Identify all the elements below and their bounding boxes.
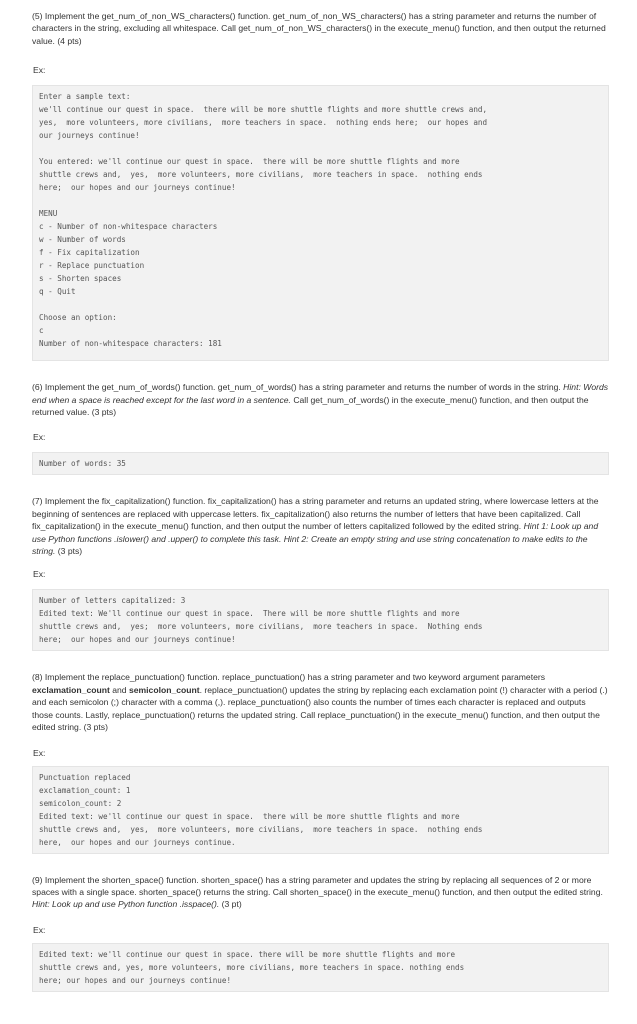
code-line: Edited text: we'll continue our quest in space. there will be more shuttle flights and more <box>39 949 456 959</box>
code-line: we'll continue our quest in space. there will be more shuttle flights and more shuttle crews and, <box>39 105 488 115</box>
section-5-instructions: (5) Implement the get_num_of_non_WS_characters() function. get_num_of_non_WS_characters() has a string parameter and returns the number of characters in the string, excluding all whitespace. Call get_num_of_non_WS_characters() in the execute_menu() function, and then output the returned value. (4 pts) <box>32 11 606 46</box>
section-5-code-block <box>32 85 609 361</box>
code-line: f - Fix capitalization <box>39 248 140 258</box>
code-line: You entered: we'll continue our quest in space. there will be more shuttle flights and more <box>39 157 460 167</box>
code-line: Edited text: We'll continue our quest in space. There will be more shuttle flights and more <box>39 609 460 619</box>
section-5-example-label: Ex: <box>33 65 46 76</box>
code-line <box>39 298 602 311</box>
code-line: w - Number of words <box>39 235 126 245</box>
code-line: here; our hopes and our journeys continue! <box>39 635 236 645</box>
code-line: semicolon_count: 2 <box>39 798 122 808</box>
code-line: Choose an option: <box>39 313 117 323</box>
section-6-code-block <box>32 452 609 475</box>
section-9-instructions: (9) Implement the shorten_space() function. shorten_space() has a string parameter and updates the string by replacing all sequences of 2 or more spaces with a single space. shorten_space() returns the string. Call shorten_space() in the execute_menu() function, and then output the edited string. Hint: Look up and use Python function .isspace(). (3 pt) <box>32 874 603 910</box>
code-line <box>39 142 602 155</box>
code-line <box>39 194 602 207</box>
section-9 <box>32 874 609 992</box>
code-line: c <box>39 326 44 336</box>
code-line: here; our hopes and our journeys continue! <box>39 183 236 193</box>
code-line: here, our hopes and our journeys continue. <box>39 837 236 847</box>
code-line: Edited text: we'll continue our quest in space. there will be more shuttle flights and more <box>39 811 460 821</box>
code-line: r - Replace punctuation <box>39 261 145 271</box>
code-line: c - Number of non-whitespace characters <box>39 222 218 232</box>
section-7-code-block <box>32 589 609 651</box>
code-line: shuttle crews and, yes, more volunteers, more civilians, more teachers in space. nothing ends <box>39 962 465 972</box>
section-6 <box>32 381 609 475</box>
section-8-instructions: (8) Implement the replace_punctuation() function. replace_punctuation() has a string parameter and two keyword argument parameters exclamation_count and semicolon_count. replace_punctuation() updates the string by replacing each exclamation point (!) character with a period (.) and each semicolon (;) character with a comma (,). replace_punctuation() also counts the number of times each character is replaced and outputs those counts. Lastly, replace_punctuation() returns the updated string. Call replace_punctuation() in the execute_menu() function, and then output the edited string. (3 pts) <box>32 672 608 733</box>
code-line: Number of letters capitalized: 3 <box>39 596 186 606</box>
code-line: Number of words: 35 <box>39 459 126 469</box>
section-8 <box>32 671 609 853</box>
code-line: here; our hopes and our journeys continue! <box>39 975 232 985</box>
code-line: Enter a sample text: <box>39 92 131 102</box>
code-line: shuttle crews and, yes, more volunteers, more civilians, more teachers in space. nothing ends <box>39 824 483 834</box>
section-8-code-block <box>32 766 609 854</box>
code-line: shuttle crews and, yes; more volunteers, more civilians, more teachers in space. Nothing ends <box>39 622 483 632</box>
code-line: yes, more volunteers, more civilians, more teachers in space. nothing ends here; our hopes and <box>39 118 488 128</box>
section-7-instructions: (7) Implement the fix_capitalization() function. fix_capitalization() has a string parameter and returns an updated string, where lowercase letters at the beginning of sentences are replaced with uppercase letters. fix_capitalization() also returns the number of letters that have been capitalized. Call fix_capitalization() in the execute_menu() function, and then output the number of letters capitalized followed by the edited string. Hint 1: Look up and use Python functions .islower() and .upper() to complete this task. Hint 2: Create an empty string and use string concatenation to make edits to the string. (3 pts) <box>32 496 599 557</box>
section-9-example-label: Ex: <box>33 924 46 935</box>
code-line: Punctuation replaced <box>39 772 131 782</box>
section-7 <box>32 495 609 651</box>
section-7-example-label: Ex: <box>33 569 46 580</box>
code-line: Number of non-whitespace characters: 181 <box>39 339 222 349</box>
code-line: MENU <box>39 209 58 219</box>
section-9-code-block <box>32 943 609 992</box>
code-line: exclamation_count: 1 <box>39 785 131 795</box>
code-line: q - Quit <box>39 287 76 297</box>
code-line: shuttle crews and, yes, more volunteers, more civilians, more teachers in space. nothing ends <box>39 170 483 180</box>
section-5 <box>32 10 609 361</box>
section-6-instructions: (6) Implement the get_num_of_words() function. get_num_of_words() has a string parameter and returns the number of words in the string. Hint: Words end when a space is reached except for the last word in a sentence. Call get_num_of_words() in the execute_menu() function, and then output the returned value. (3 pts) <box>32 382 609 418</box>
section-8-example-label: Ex: <box>33 747 46 758</box>
code-line: s - Shorten spaces <box>39 274 122 284</box>
section-6-example-label: Ex: <box>33 432 46 443</box>
code-line: our journeys continue! <box>39 131 140 141</box>
